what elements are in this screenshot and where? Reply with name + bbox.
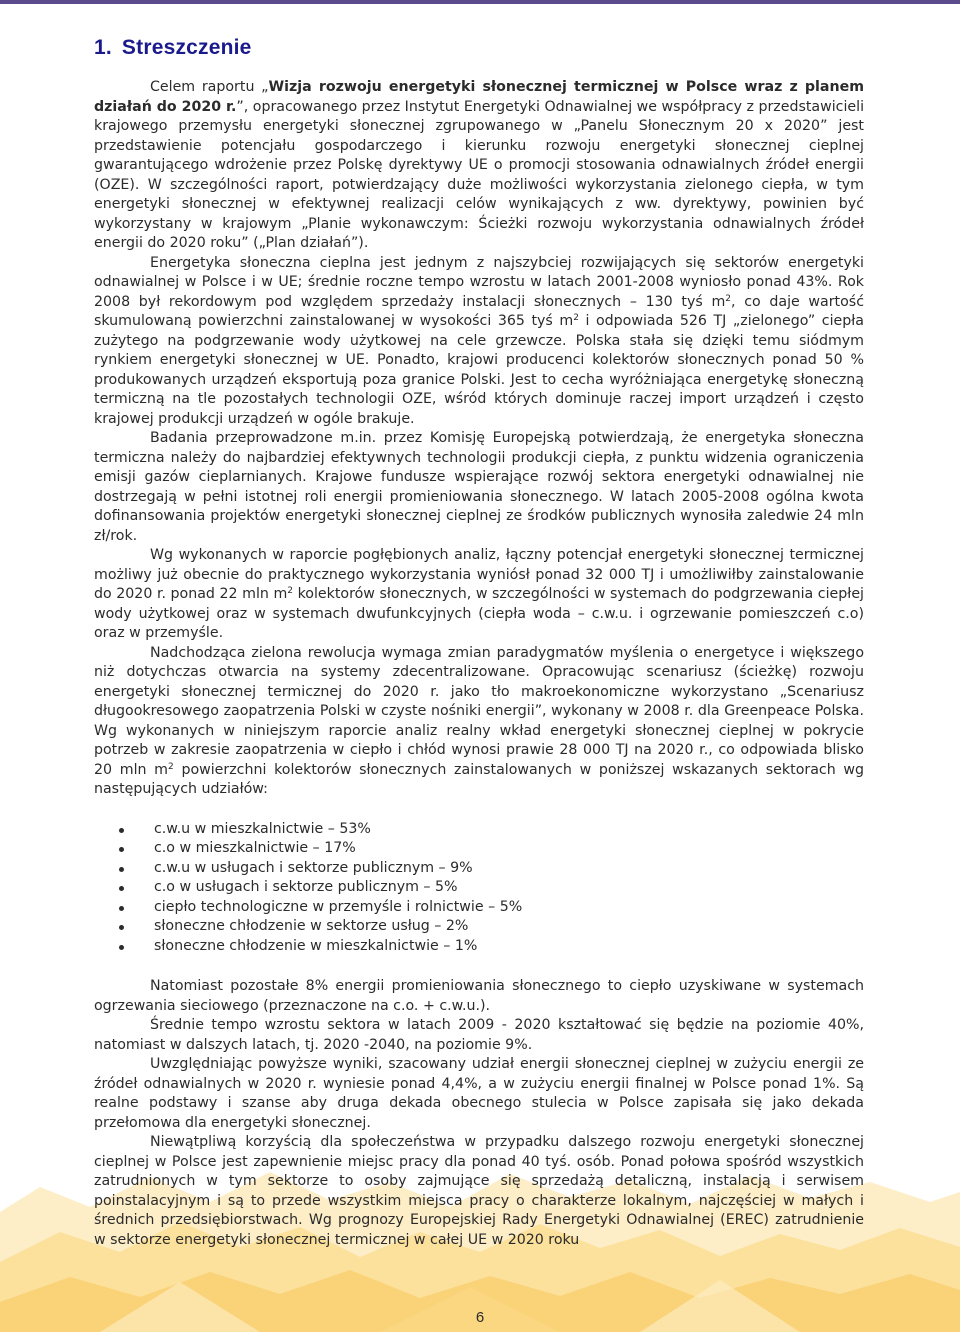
top-rule [0,0,960,4]
list-item: słoneczne chłodzenie w sektorze usług – 2% [114,917,864,937]
list-item: ciepło technologiczne w przemyśle i rolnictwie – 5% [114,898,864,918]
paragraph-share-2020: Uwzględniając powyższe wyniki, szacowany udział energii słonecznej cieplnej w zużyciu energii ze źródeł odnawialnych w 2020 r. wyniesie ponad 4,4%, a w zużyciu energii finalnej w Polsce ponad 1%. Są realne podstawy i szanse aby druga dekada obecnego stulecia w Polsce zapisała się jako dekada przełomowa dla energetyki słonecznej. [94,1056,864,1131]
list-item: c.w.u w mieszkalnictwie – 53% [114,820,864,840]
report-title: Wizja rozwoju energetyki słonecznej termicznej w Polsce wraz z planem działań do 2020 r. [94,79,864,115]
section-title: Streszczenie [121,36,252,59]
paragraph-market-growth: Energetyka słoneczna cieplna jest jednym z najszybciej rozwijających się sektorów energetyki odnawialnej w Polsce i w UE; średnie roczne tempo wzrostu w latach 2001-2008 wyniosło ponad 43%. Rok 2008 był rekordowym pod względem sprzedaży instalacji słonecznych – 130 tyś $m^2$, co daje wartość skumulowaną powierzchni zainstalowanej w wysokości 365 tyś $m^2$ i odpowiada 526 TJ „zielonego” ciepła zużytego na podgrzewanie wody użytkowej na cele grzewcze. Polska stała się dzięki temu siódmym rynkiem energetyki słonecznej w UE. Ponadto, krajowi producenci kolektorów słonecznych ponad 50 % produkowanych urządzeń eksportują poza granice Polski. Jest to cecha wyróżniająca energetykę słoneczną termiczną na tle pozostałych technologii OZE, wśród których dominuje raczej import urządzeń i często krajowej produkcji urządzeń w ogóle brakuje. [94,254,864,427]
paragraph-eu-research: Badania przeprowadzone m.in. przez Komisję Europejską potwierdzają, że energetyka słoneczna termiczna należy do najbardziej efektywnych technologii produkcji ciepła, z punktu widzenia ograniczenia emisji gazów cieplarnianych. Krajowe fundusze wspierające rozwój sektora energetyki odnawialnej nie dostrzegają w pełni istotnej roli energii promieniowania słonecznego. W latach 2005-2008 ogólna kwota dofinansowania projektów energetyki słonecznej cieplnej ze środków publicznych wynosiła zaledwie 24 mln zł/rok. [94,430,864,544]
paragraph-growth-rate: Średnie tempo wzrostu sektora w latach 2009 - 2020 kształtować się będzie na poziomie 40%, natomiast w dalszych latach, tj. 2020 -2040, na poziomie 9%. [94,1017,864,1053]
section-number: 1. [94,36,112,59]
list-item: c.o w usługach i sektorze publicznym – 5% [114,878,864,898]
paragraph-intro: Celem raportu „Wizja rozwoju energetyki słonecznej termicznej w Polsce wraz z planem działań do 2020 r.”, opracowanego przez Instytut Energetyki Odnawialnej we współpracy z przedstawicieli krajowego przemysłu energetyki słonecznej zgrupowanego w „Panelu Słonecznym 20 x 2020” jest przedstawienie potencjału gospodarczego i kierunku rozwoju energetyki słonecznej cieplnej gwarantującego wdrożenie przez Polskę dyrektywy UE o promocji stosowania odnawialnych źródeł energii (OZE). W szczególności raport, potwierdzający duże możliwości wykorzystania zielonego ciepła, w tym energetyki słonecznej w efektywnej realizacji celów wynikających z ww. dyrektywy, powinien być wykorzystany w krajowym „Planie wykonawczym: Ścieżki rozwoju wykorzystania odnawialnych źródeł energii do 2020 roku” („Plan działań”). [94,79,865,251]
section-heading [94,36,252,60]
paragraph-employment: Niewątpliwą korzyścią dla społeczeństwa w przypadku dalszego rozwoju energetyki słonecznej cieplnej w Polsce jest zapewnienie miejsc pracy dla ponad 40 tyś. osób. Ponad połowa spośród wszystkich zatrudnionych w tym sektorze to osoby zajmujące się sprzedażą detaliczną, instalacją i serwisem poinstalacyjnym i są to przede wszystkim miejsca pracy o charakterze lokalnym, najczęściej w małych i średnich przedsiębiorstwach. Wg prognozy Europejskiej Rady Energetyki Odnawialnej (EREC) zatrudnienie w sektorze energetyki słonecznej termicznej w całej UE w 2020 roku [94,1134,864,1248]
list-item: c.o w mieszkalnictwie – 17% [114,839,864,859]
list-item: c.w.u w usługach i sektorze publicznym – 9% [114,859,864,879]
sector-share-list [94,820,864,957]
document-body [94,78,864,1250]
list-item: słoneczne chłodzenie w mieszkalnictwie – 1% [114,937,864,957]
paragraph-potential: Wg wykonanych w raporcie pogłębionych analiz, łączny potencjał energetyki słonecznej termicznej możliwy już obecnie do praktycznego wykorzystania wyniósł ponad 32 000 TJ i umożliwiłby zainstalowanie do 2020 r. ponad 22 mln $m^2$ kolektorów słonecznych, w szczególności w systemach do podgrzewania ciepłej wody użytkowej oraz w systemach dwufunkcyjnych (ciepła woda – c.w.u. i ogrzewanie pomieszczeń c.o) oraz w przemyśle. [94,547,864,641]
page-number: 6 [475,1309,485,1326]
paragraph-scenario: Nadchodząca zielona rewolucja wymaga zmian paradygmatów myślenia o energetyce i większego niż dotychczas otwarcia na systemy zdecentralizowane. Opracowując scenariusz (ścieżkę) rozwoju energetyki słonecznej termicznej do 2020 r. jako tło makroekonomiczne wykorzystano „Scenariusz długookresowego zaopatrzenia Polski w czyste nośniki energii”, wykonany w 2008 r. dla Greenpeace Polska. Wg wykonanych w niniejszym raporcie analiz realny wkład energetyki słonecznej cieplnej w pokrycie potrzeb w zakresie zaopatrzenia w ciepło i chłód wynosi prawie 28 000 TJ na 2020 r., co odpowiada blisko 20 mln $m^2$ powierzchni kolektorów słonecznych zainstalowanych w poniższej wskazanych sektorach wg następujących udziałów: [94,644,864,797]
paragraph-district-heating: Natomiast pozostałe 8% energii promieniowania słonecznego to ciepło uzyskiwane w systemach ogrzewania sieciowego (przeznaczone na c.o. + c.w.u.). [94,978,864,1014]
